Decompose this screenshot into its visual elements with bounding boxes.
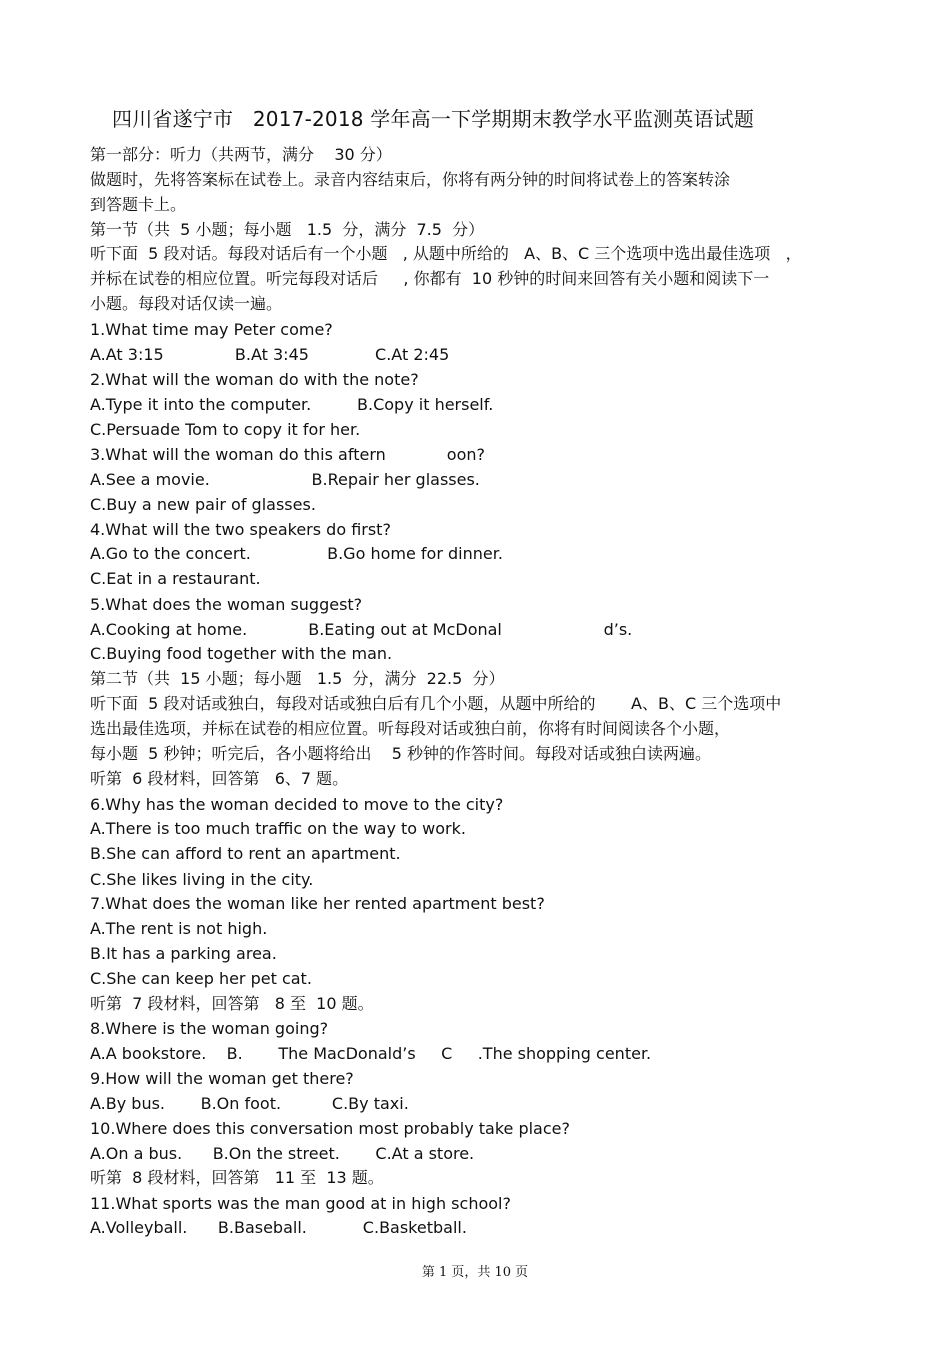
options-line: C.Persuade Tom to copy it for her. [90,420,361,439]
options-line: B.She can afford to rent an apartment. [90,844,401,863]
text-line: 第二节（共 15 小题；每小题 1.5 分，满分 22.5 分） [90,669,505,688]
options-line: B.It has a parking area. [90,944,277,963]
text-line: 到答题卡上。 [90,195,187,214]
options-line: C.Buy a new pair of glasses. [90,495,316,514]
question-line: 8.Where is the woman going? [90,1019,329,1038]
text-line: 听第 6 段材料，回答第 6、7 题。 [90,769,349,788]
text-line: 听下面 5 段对话或独白，每段对话或独白后有几个小题，从题中所给的 A、B、C 三个选项中 [90,694,782,713]
question-line: 10.Where does this conversation most probably take place? [90,1119,570,1138]
options-line: A.Volleyball. B.Baseball. C.Basketball. [90,1218,467,1237]
text-line: 听下面 5 段对话。每段对话后有一个小题 , 从题中所给的 A、B、C 三个选项中选出最佳选项 ， [90,244,802,263]
options-line: A.A bookstore. B. The MacDonald’s C .The shopping center. [90,1044,652,1063]
document-title: 四川省遂宁市 2017-2018 学年高一下学期期末教学水平监测英语试题 [112,107,755,131]
text-line: 小题。每段对话仅读一遍。 [90,294,283,313]
question-line: 6.Why has the woman decided to move to the city? [90,795,504,814]
text-line: 并标在试卷的相应位置。听完每段对话后 , 你都有 10 秒钟的时间来回答有关小题和阅读下一 [90,269,770,288]
options-line: A.The rent is not high. [90,919,268,938]
page-footer: 第 1 页，共 10 页 [421,1265,529,1280]
text-line: 第一节（共 5 小题；每小题 1.5 分，满分 7.5 分） [90,220,485,239]
options-line: A.There is too much traffic on the way to work. [90,819,466,838]
question-line: 7.What does the woman like her rented apartment best? [90,894,545,913]
options-line: C.She can keep her pet cat. [90,969,312,988]
question-line: 9.How will the woman get there? [90,1069,354,1088]
text-line: 做题时，先将答案标在试卷上。录音内容结束后，你将有两分钟的时间将试卷上的答案转涂 [90,170,731,189]
question-line: 5.What does the woman suggest? [90,595,363,614]
options-line: A.Go to the concert. B.Go home for dinner. [90,544,503,563]
question-line: 1.What time may Peter come? [90,320,333,339]
options-line: C.Buying food together with the man. [90,644,393,663]
options-line: C.Eat in a restaurant. [90,569,261,588]
text-line: 选出最佳选项，并标在试卷的相应位置。听每段对话或独白前，你将有时间阅读各个小题， [90,719,731,738]
text-line: 听第 8 段材料，回答第 11 至 13 题。 [90,1168,384,1187]
text-line: 第一部分：听力（共两节，满分 30 分） [90,145,392,164]
text-line: 听第 7 段材料，回答第 8 至 10 题。 [90,994,374,1013]
question-line: 11.What sports was the man good at in high school? [90,1194,511,1213]
options-line: A.See a movie. B.Repair her glasses. [90,470,480,489]
text-line: 每小题 5 秒钟；听完后，各小题将给出 5 秒钟的作答时间。每段对话或独白读两遍。 [90,744,712,763]
options-line: A.On a bus. B.On the street. C.At a store. [90,1144,475,1163]
question-line: 2.What will the woman do with the note? [90,370,419,389]
options-line: A.Type it into the computer. B.Copy it herself. [90,395,494,414]
options-line: A.Cooking at home. B.Eating out at McDonal d’s. [90,620,633,639]
options-line: A.At 3:15 B.At 3:45 C.At 2:45 [90,345,450,364]
options-line: A.By bus. B.On foot. C.By taxi. [90,1094,409,1113]
question-line: 4.What will the two speakers do first? [90,520,391,539]
question-line: 3.What will the woman do this aftern oon? [90,445,485,464]
options-line: C.She likes living in the city. [90,870,314,889]
